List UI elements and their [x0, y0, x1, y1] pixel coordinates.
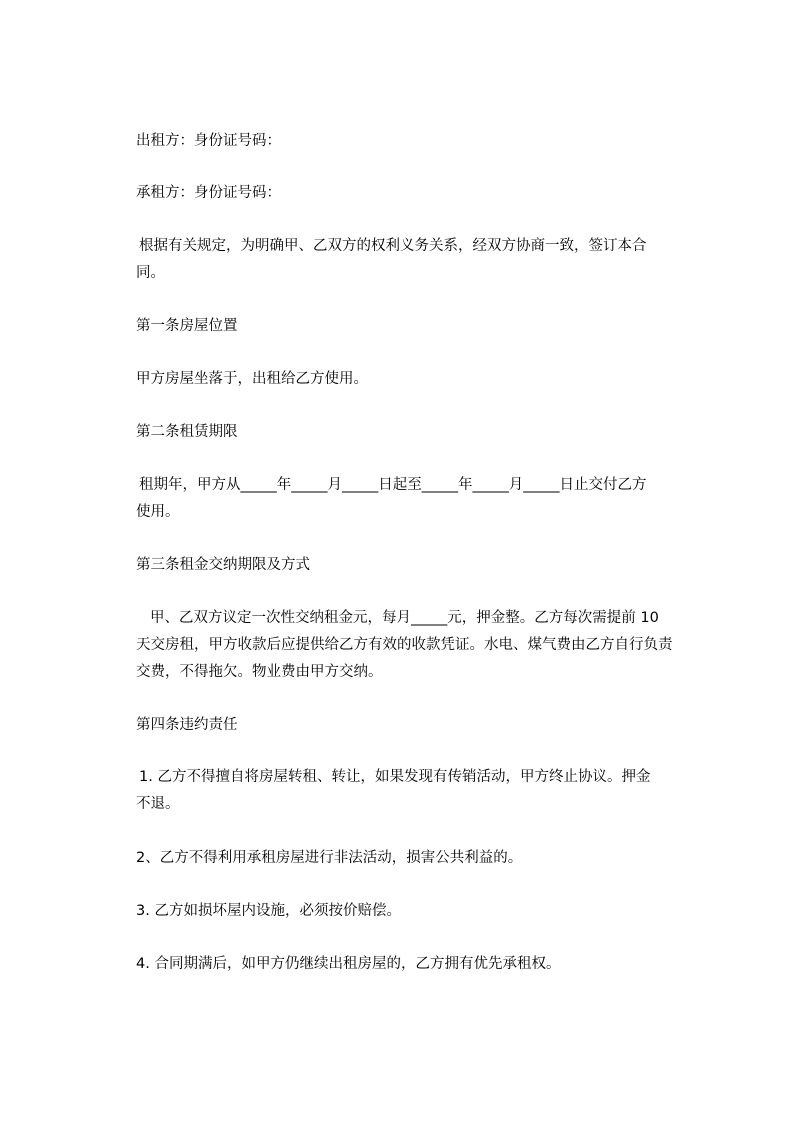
intro-line-1: 根据有关规定，为明确甲、乙双方的权利义务关系，经双方协商一致，签订本合	[139, 238, 647, 254]
article-2-line-1: 租期年，甲方从_____年_____月_____日起至_____年_____月_____日止交付乙方	[139, 477, 647, 493]
article-2-title: 第二条租赁期限	[136, 424, 238, 440]
article-4-item-2: 2、乙方不得利用承租房屋进行非法活动，损害公共利益的。	[136, 850, 523, 866]
article-2-line-2: 使用。	[136, 504, 180, 520]
article-3-body	[136, 605, 726, 686]
article-3-line-3: 交费，不得拖欠。物业费由甲方交纳。	[136, 664, 383, 680]
article-4-title: 第四条违约责任	[136, 717, 238, 733]
article-2-body	[136, 472, 726, 526]
article-4-item-3: 3. 乙方如损坏屋内设施，必须按价赔偿。	[136, 903, 401, 919]
article-3-line-1: 甲、乙双方议定一次性交纳租金元，每月_____元，押金整。乙方每次需提前 10	[150, 610, 659, 626]
article-1-title: 第一条房屋位置	[136, 318, 238, 334]
article-4-item-4: 4. 合同期满后，如甲方仍继续出租房屋的，乙方拥有优先承租权。	[136, 956, 561, 972]
article-4-item-1-line-1: 1. 乙方不得擅自将房屋转租、转让，如果发现有传销活动，甲方终止协议。押金	[139, 769, 651, 785]
intro-paragraph	[136, 233, 726, 287]
article-3-title: 第三条租金交纳期限及方式	[136, 557, 310, 573]
article-4-item-1	[136, 764, 726, 818]
lessor-line: 出租方：身份证号码：	[136, 133, 281, 149]
article-3-line-2: 天交房租，甲方收款后应提供给乙方有效的收款凭证。水电、煤气费由乙方自行负责	[136, 637, 673, 653]
article-4-item-1-line-2: 不退。	[136, 796, 180, 812]
intro-line-2: 同。	[136, 265, 165, 281]
lessee-line: 承租方：身份证号码：	[136, 185, 281, 201]
article-1-body: 甲方房屋坐落于，出租给乙方使用。	[136, 371, 368, 387]
